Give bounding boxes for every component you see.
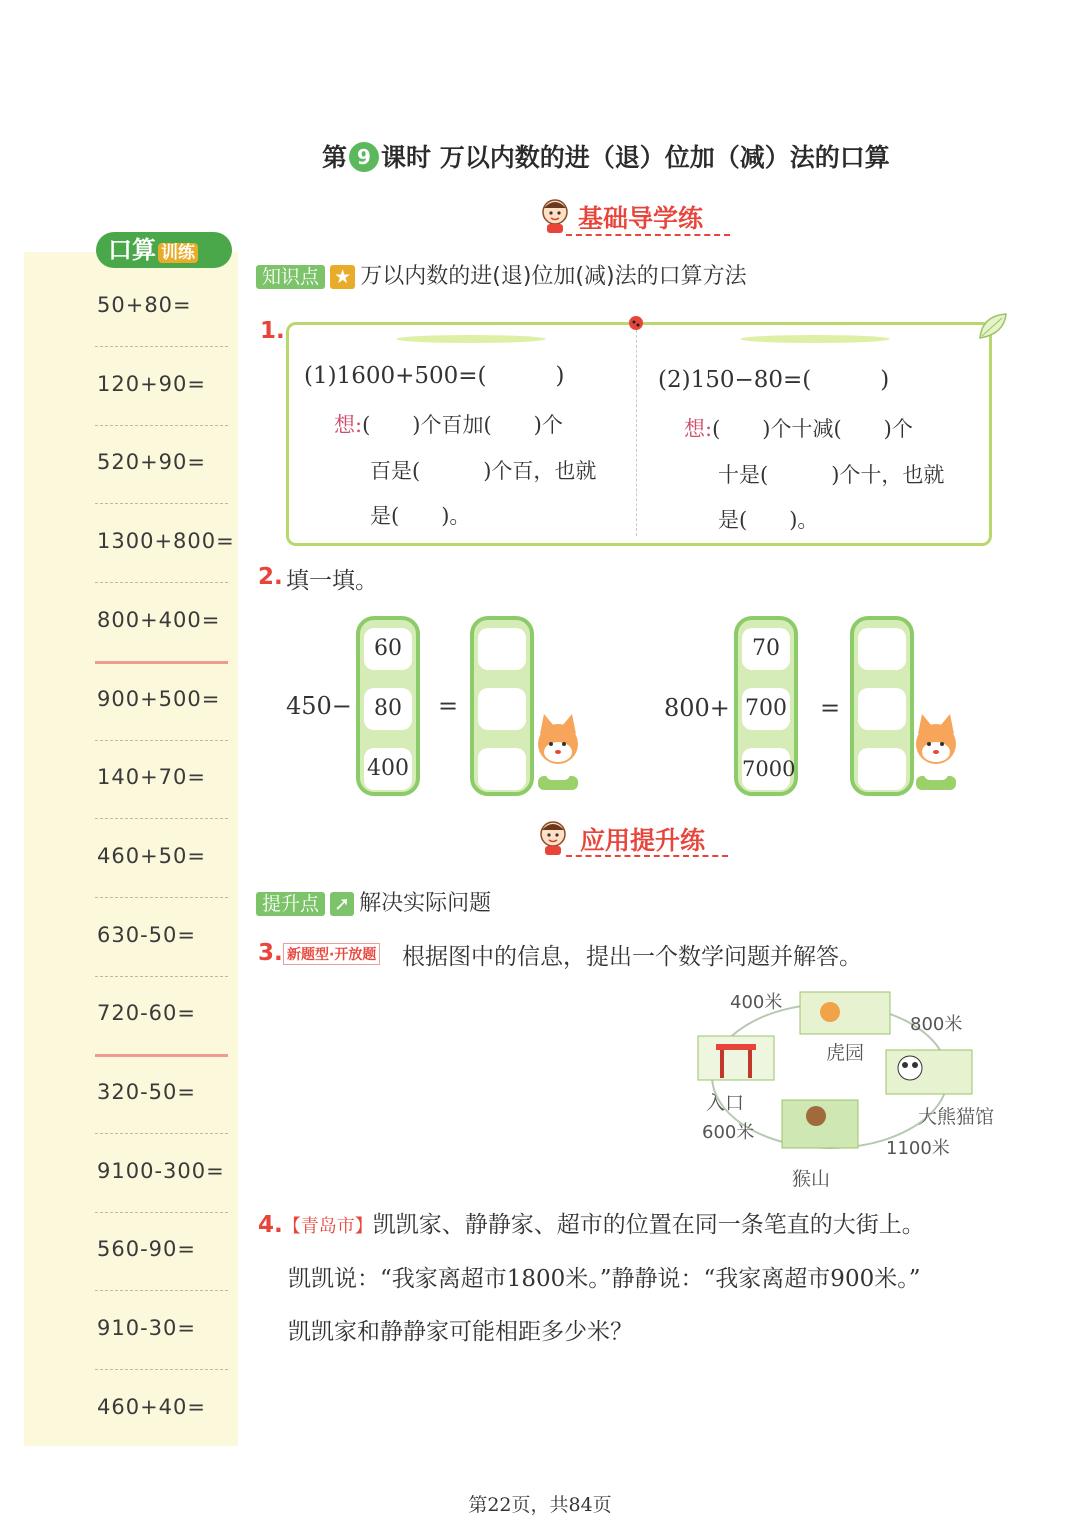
page-title <box>322 138 890 174</box>
item-separator <box>95 1212 228 1213</box>
mental-math-title: 口算 <box>108 236 156 264</box>
knowledge-text: 万以内数的进(退)位加(减)法的口算方法 <box>360 264 747 289</box>
mental-math-item: 910-30= <box>97 1316 196 1341</box>
q2a-equals: = <box>438 692 459 720</box>
question-2-text: 填一填。 <box>286 568 378 594</box>
arrow-icon: ➚ <box>330 892 354 916</box>
location-label: 入口 <box>706 1092 745 1114</box>
ladybug-icon <box>626 312 646 332</box>
item-separator <box>95 818 228 819</box>
distance-label: 400米 <box>730 992 783 1013</box>
cat-icon <box>912 710 966 798</box>
question-2-number: 2. <box>258 564 283 590</box>
question-3-text: 根据图中的信息，提出一个数学问题并解答。 <box>402 944 862 970</box>
item-separator <box>95 1290 228 1291</box>
question-4-line-2: 凯凯说：“我家离超市1800米。”静静说：“我家离超市900米。” <box>288 1266 921 1292</box>
q1-left-hint-3: 是( )。 <box>370 504 471 528</box>
location-label: 虎园 <box>826 1042 865 1064</box>
knowledge-point <box>256 259 747 290</box>
star-icon: ★ <box>330 265 355 289</box>
q2b-value: 7000 <box>742 748 790 790</box>
page-footer: 第22页，共84页 <box>468 1494 612 1516</box>
item-separator <box>95 346 228 347</box>
mental-math-item: 460+40= <box>97 1394 206 1419</box>
question-4-region: 【青岛市】 <box>282 1216 373 1237</box>
item-separator <box>95 1133 228 1134</box>
section-basic-practice: 基础导学练 <box>578 204 704 233</box>
answer-box[interactable] <box>478 748 526 790</box>
kid-icon <box>536 196 574 234</box>
item-separator <box>95 740 228 741</box>
q1-left-hint-2: 百是( )个百，也就 <box>370 459 597 483</box>
answer-box[interactable] <box>478 628 526 670</box>
answer-box[interactable] <box>478 688 526 730</box>
q2b-given-column <box>734 616 798 796</box>
mental-math-item: 560-90= <box>97 1237 196 1262</box>
section-underline <box>566 855 728 857</box>
mental-math-item: 140+70= <box>97 765 206 790</box>
mental-math-subtitle: 训练 <box>158 243 198 263</box>
item-separator <box>95 976 228 977</box>
cat-icon <box>534 710 588 798</box>
mental-math-item: 9100-300= <box>97 1158 225 1183</box>
item-separator <box>95 503 228 504</box>
section-applied-practice: 应用提升练 <box>580 826 706 855</box>
mental-math-item: 320-50= <box>97 1080 196 1104</box>
q2b-equals: = <box>820 694 841 722</box>
q2b-answer-column <box>850 616 914 796</box>
mental-math-item: 120+90= <box>97 371 206 396</box>
title-text: 课时 万以内数的进（退）位加（减）法的口算 <box>381 143 890 172</box>
item-separator <box>95 661 228 664</box>
mental-math-item: 520+90= <box>97 450 206 475</box>
q2a-lead: 450− <box>286 692 352 720</box>
q2b-lead: 800+ <box>664 694 730 722</box>
mental-math-item: 50+80= <box>97 293 192 317</box>
raise-tag: 提升点 <box>256 892 325 916</box>
distance-label: 600米 <box>702 1122 755 1143</box>
distance-label: 1100米 <box>886 1138 950 1159</box>
q2a-value: 60 <box>364 628 412 670</box>
q2a-value: 400 <box>364 748 412 790</box>
item-separator <box>95 1369 228 1370</box>
location-label: 猴山 <box>792 1168 831 1190</box>
answer-box[interactable] <box>858 688 906 730</box>
q2a-answer-column <box>470 616 534 796</box>
mental-math-item: 720-60= <box>97 1001 196 1026</box>
knowledge-tag: 知识点 <box>256 265 325 289</box>
question-4-line-3: 凯凯家和静静家可能相距多少米？ <box>288 1319 633 1345</box>
decoration <box>740 335 890 343</box>
question-4-line-1 <box>258 1206 925 1239</box>
mental-math-item: 1300+800= <box>97 529 235 554</box>
raise-point <box>256 886 491 917</box>
leaf-icon <box>976 310 1010 342</box>
q2b-value: 70 <box>742 628 790 670</box>
q2a-given-column <box>356 616 420 796</box>
q2a-value: 80 <box>364 688 412 730</box>
mental-math-item: 460+50= <box>97 843 206 868</box>
question-4-text-1: 凯凯家、静静家、超市的位置在同一条笔直的大街上。 <box>372 1212 925 1238</box>
lesson-number-badge: 9 <box>349 142 379 172</box>
answer-box[interactable] <box>858 628 906 670</box>
mental-math-item: 630-50= <box>97 922 196 947</box>
section-underline <box>566 234 730 236</box>
mental-math-item: 800+400= <box>97 607 221 632</box>
question-1-number: 1. <box>260 318 285 344</box>
title-prefix: 第 <box>322 143 348 172</box>
mental-math-item: 900+500= <box>97 686 221 711</box>
item-separator <box>95 1054 228 1057</box>
q1-left-expression: (1)1600+500=( ) <box>304 363 565 389</box>
item-separator <box>95 897 228 898</box>
question-3-number: 3. <box>258 940 283 966</box>
mental-math-header <box>96 232 232 268</box>
q1-right-line-1: ( )个十减( )个 <box>712 417 913 441</box>
location-label: 大熊猫馆 <box>918 1106 995 1128</box>
distance-label: 800米 <box>910 1014 963 1035</box>
q1-left-line-1: ( )个百加( )个 <box>362 413 563 437</box>
item-separator <box>95 425 228 426</box>
raise-text: 解决实际问题 <box>359 891 492 916</box>
decoration <box>396 335 546 343</box>
q1-right-hint-3: 是( )。 <box>718 508 819 532</box>
q2b-value: 700 <box>742 688 790 730</box>
q1-right-expression: (2)150−80=( ) <box>658 367 890 393</box>
question-3-badge: 新题型·开放题 <box>283 943 380 965</box>
q1-left-hint-1: 想:( )个百加( )个 <box>334 413 563 437</box>
divider <box>636 330 637 536</box>
q1-right-hint-1: 想:( )个十减( )个 <box>684 417 913 441</box>
q1-right-hint-2: 十是( )个十，也就 <box>718 463 945 487</box>
kid-icon <box>534 818 572 856</box>
question-4-number: 4. <box>258 1212 283 1238</box>
answer-box[interactable] <box>858 748 906 790</box>
item-separator <box>95 582 228 583</box>
